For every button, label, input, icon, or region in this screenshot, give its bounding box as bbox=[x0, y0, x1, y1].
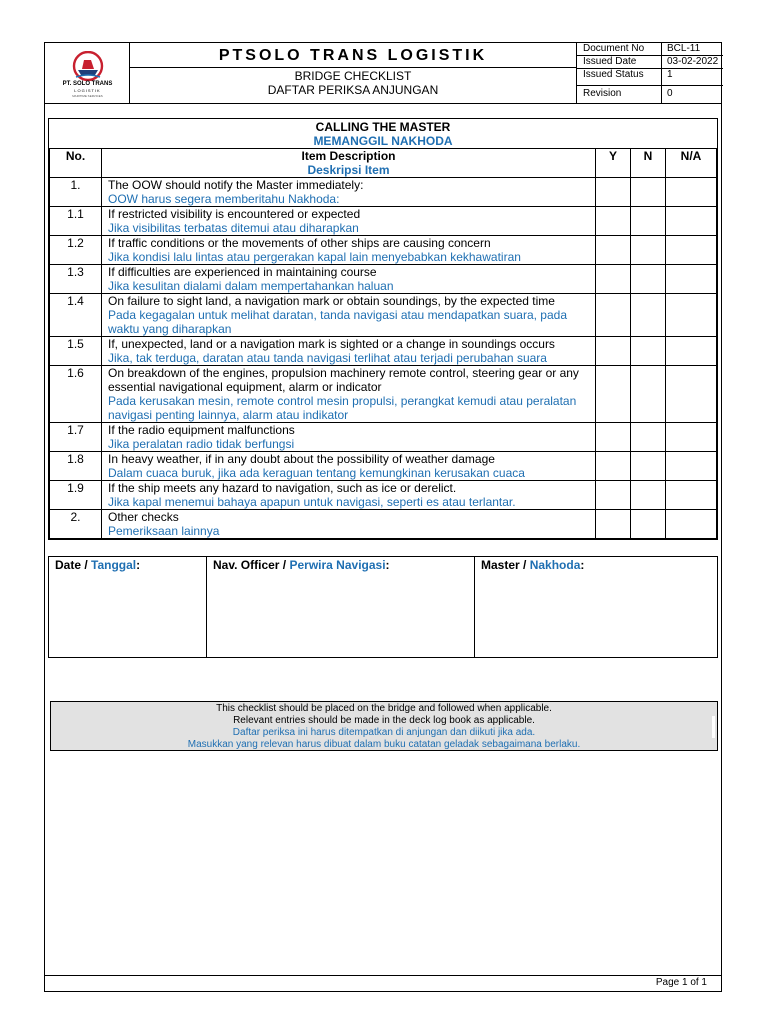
item-description-id: Pada kegagalan untuk melihat daratan, tanda navigasi atau mendapatkan suara, pada waktu yang diharapkan bbox=[108, 308, 567, 336]
item-check-yes[interactable] bbox=[596, 178, 631, 207]
meta-key: Document No bbox=[583, 43, 645, 54]
item-check-no[interactable] bbox=[631, 236, 666, 265]
item-check-na[interactable] bbox=[666, 294, 717, 337]
signature-block bbox=[48, 556, 718, 658]
item-number: 1.4 bbox=[50, 294, 102, 337]
item-description-id: Jika kondisi lalu lintas atau pergerakan kapal lain menyebabkan kekhawatiran bbox=[108, 250, 521, 264]
item-check-na[interactable] bbox=[666, 423, 717, 452]
note-line-en-1: This checklist should be placed on the bridge and followed when applicable. bbox=[216, 703, 552, 714]
column-header-no: No. bbox=[50, 149, 102, 178]
item-check-yes[interactable] bbox=[596, 423, 631, 452]
table-header-row bbox=[50, 149, 717, 178]
item-number: 2. bbox=[50, 510, 102, 539]
item-description-en: If the radio equipment malfunctions bbox=[108, 423, 295, 437]
signature-nav-officer[interactable] bbox=[207, 557, 475, 657]
meta-value: 1 bbox=[667, 69, 673, 80]
item-check-yes[interactable] bbox=[596, 265, 631, 294]
item-check-na[interactable] bbox=[666, 510, 717, 539]
item-description bbox=[102, 207, 596, 236]
meta-row-issued-date bbox=[577, 56, 723, 69]
signature-officer-label-id: Perwira Navigasi bbox=[289, 558, 386, 572]
item-check-na[interactable] bbox=[666, 207, 717, 236]
item-description-en: If difficulties are experienced in maintaining course bbox=[108, 265, 377, 279]
item-check-no[interactable] bbox=[631, 178, 666, 207]
column-header-description-id: Deskripsi Item bbox=[307, 163, 390, 177]
document-page bbox=[44, 42, 722, 992]
page-number: Page 1 of 1 bbox=[655, 977, 707, 988]
logo-subtitle: LOGISTIK bbox=[74, 88, 101, 93]
checklist-row bbox=[50, 423, 717, 452]
item-description bbox=[102, 423, 596, 452]
checklist-row bbox=[50, 294, 717, 337]
item-description-en: The OOW should notify the Master immediately: bbox=[108, 178, 364, 192]
column-header-description bbox=[102, 149, 596, 178]
item-check-yes[interactable] bbox=[596, 481, 631, 510]
meta-row-issued-status bbox=[577, 69, 723, 86]
meta-value: 03-02-2022 bbox=[667, 56, 719, 67]
item-check-no[interactable] bbox=[631, 510, 666, 539]
item-number: 1.1 bbox=[50, 207, 102, 236]
item-description-en: On failure to sight land, a navigation mark or obtain soundings, by the expected time bbox=[108, 294, 555, 308]
note-line-en-2: Relevant entries should be made in the deck log book as applicable. bbox=[233, 715, 535, 726]
signature-colon: : bbox=[385, 558, 390, 572]
signature-master-label-id: Nakhoda bbox=[529, 558, 581, 572]
checklist-row bbox=[50, 207, 717, 236]
document-title-id: DAFTAR PERIKSA ANJUNGAN bbox=[267, 83, 439, 97]
item-description-en: If, unexpected, land or a navigation mark is sighted or a change in soundings occurs bbox=[108, 337, 555, 351]
meta-value: 0 bbox=[667, 88, 673, 99]
logo-name: PT. SOLO TRANS bbox=[62, 81, 113, 87]
item-number: 1.8 bbox=[50, 452, 102, 481]
section-title bbox=[50, 119, 717, 149]
item-description bbox=[102, 366, 596, 423]
item-check-no[interactable] bbox=[631, 481, 666, 510]
logo-cell bbox=[45, 43, 130, 103]
meta-key: Issued Status bbox=[583, 69, 644, 80]
signature-master[interactable] bbox=[475, 557, 717, 657]
item-check-yes[interactable] bbox=[596, 510, 631, 539]
item-description-en: If the ship meets any hazard to navigation, such as ice or derelict. bbox=[108, 481, 457, 495]
column-header-description-en: Item Description bbox=[301, 149, 396, 163]
signature-date-label-id: Tanggal bbox=[91, 558, 137, 572]
checklist-row bbox=[50, 236, 717, 265]
item-check-na[interactable] bbox=[666, 265, 717, 294]
note-line-id-2: Masukkan yang relevan harus dibuat dalam buku catatan geladak sebagaimana berlaku. bbox=[187, 739, 581, 750]
document-meta bbox=[576, 43, 722, 103]
item-description bbox=[102, 452, 596, 481]
section-title-en: CALLING THE MASTER bbox=[315, 120, 451, 134]
signature-date-label-en: Date / bbox=[55, 558, 92, 572]
meta-key: Revision bbox=[583, 88, 622, 99]
meta-row-document-no bbox=[577, 43, 723, 56]
item-check-yes[interactable] bbox=[596, 207, 631, 236]
checklist-note bbox=[50, 701, 718, 751]
checklist-row bbox=[50, 510, 717, 539]
note-line-id-1: Daftar periksa ini harus ditempatkan di anjungan dan diikuti jika ada. bbox=[232, 727, 536, 738]
meta-row-revision bbox=[577, 86, 723, 103]
item-description-en: If traffic conditions or the movements of other ships are causing concern bbox=[108, 236, 491, 250]
item-description-en: Other checks bbox=[108, 510, 179, 524]
item-description bbox=[102, 236, 596, 265]
document-header bbox=[45, 43, 721, 104]
item-check-yes[interactable] bbox=[596, 366, 631, 423]
meta-key: Issued Date bbox=[583, 56, 637, 67]
checklist-row bbox=[50, 481, 717, 510]
item-number: 1.5 bbox=[50, 337, 102, 366]
column-header-no-answer: N bbox=[631, 149, 666, 178]
item-check-na[interactable] bbox=[666, 178, 717, 207]
item-description-id: Jika kapal menemui bahaya apapun untuk navigasi, seperti es atau terlantar. bbox=[108, 495, 516, 509]
item-number: 1. bbox=[50, 178, 102, 207]
item-description-id: Jika peralatan radio tidak berfungsi bbox=[108, 437, 295, 451]
item-check-yes[interactable] bbox=[596, 452, 631, 481]
checklist-row bbox=[50, 178, 717, 207]
item-check-no[interactable] bbox=[631, 337, 666, 366]
checklist-row bbox=[50, 265, 717, 294]
item-number: 1.3 bbox=[50, 265, 102, 294]
ship-logo-icon bbox=[72, 51, 104, 81]
item-number: 1.7 bbox=[50, 423, 102, 452]
item-description bbox=[102, 294, 596, 337]
signature-colon: : bbox=[136, 558, 141, 572]
item-check-na[interactable] bbox=[666, 452, 717, 481]
item-description-id: OOW harus segera memberitahu Nakhoda: bbox=[108, 192, 340, 206]
item-description bbox=[102, 337, 596, 366]
item-check-no[interactable] bbox=[631, 265, 666, 294]
signature-colon: : bbox=[580, 558, 585, 572]
item-description-en: On breakdown of the engines, propulsion machinery remote control, steering gear or any essential navigational equipment, alarm or indicator bbox=[108, 366, 579, 394]
item-check-yes[interactable] bbox=[596, 294, 631, 337]
item-number: 1.9 bbox=[50, 481, 102, 510]
signature-date[interactable] bbox=[49, 557, 207, 657]
item-description bbox=[102, 178, 596, 207]
item-description bbox=[102, 481, 596, 510]
item-check-no[interactable] bbox=[631, 294, 666, 337]
item-description-id: Pada kerusakan mesin, remote control mesin propulsi, perangkat kemudi atau peralatan navigasi penting lainnya, alarm atau indikator bbox=[108, 394, 577, 422]
document-title-en: BRIDGE CHECKLIST bbox=[294, 69, 412, 83]
item-check-na[interactable] bbox=[666, 366, 717, 423]
item-description bbox=[102, 510, 596, 539]
item-check-na[interactable] bbox=[666, 236, 717, 265]
item-check-na[interactable] bbox=[666, 337, 717, 366]
logo-tagline: MARITIME SERVICES bbox=[72, 94, 103, 98]
company-name: PTSOLO TRANS LOGISTIK bbox=[130, 43, 576, 68]
item-check-yes[interactable] bbox=[596, 337, 631, 366]
checklist-row bbox=[50, 452, 717, 481]
item-check-na[interactable] bbox=[666, 481, 717, 510]
item-check-no[interactable] bbox=[631, 452, 666, 481]
item-check-no[interactable] bbox=[631, 207, 666, 236]
item-check-no[interactable] bbox=[631, 366, 666, 423]
item-description-id: Dalam cuaca buruk, jika ada keraguan tentang kemungkinan kerusakan cuaca bbox=[108, 466, 525, 480]
item-description-en: In heavy weather, if in any doubt about the possibility of weather damage bbox=[108, 452, 495, 466]
checklist-row bbox=[50, 366, 717, 423]
item-number: 1.2 bbox=[50, 236, 102, 265]
item-description-id: Jika, tak terduga, daratan atau tanda navigasi terlihat atau terjadi perubahan suara bbox=[108, 351, 547, 365]
item-description-id: Pemeriksaan lainnya bbox=[108, 524, 220, 538]
checklist-table bbox=[48, 118, 718, 540]
section-title-id: MEMANGGIL NAKHODA bbox=[313, 134, 453, 148]
item-description bbox=[102, 265, 596, 294]
item-description-en: If restricted visibility is encountered or expected bbox=[108, 207, 361, 221]
signature-master-label-en: Master / bbox=[481, 558, 530, 572]
meta-value: BCL-11 bbox=[667, 43, 701, 54]
column-header-yes: Y bbox=[596, 149, 631, 178]
item-number: 1.6 bbox=[50, 366, 102, 423]
checklist-row bbox=[50, 337, 717, 366]
signature-officer-label-en: Nav. Officer / bbox=[213, 558, 290, 572]
item-description-id: Jika visibilitas terbatas ditemui atau diharapkan bbox=[108, 221, 359, 235]
document-title bbox=[130, 69, 576, 97]
item-description-id: Jika kesulitan dialami dalam mempertahankan haluan bbox=[108, 279, 394, 293]
column-header-na: N/A bbox=[666, 149, 717, 178]
item-check-no[interactable] bbox=[631, 423, 666, 452]
item-check-yes[interactable] bbox=[596, 236, 631, 265]
